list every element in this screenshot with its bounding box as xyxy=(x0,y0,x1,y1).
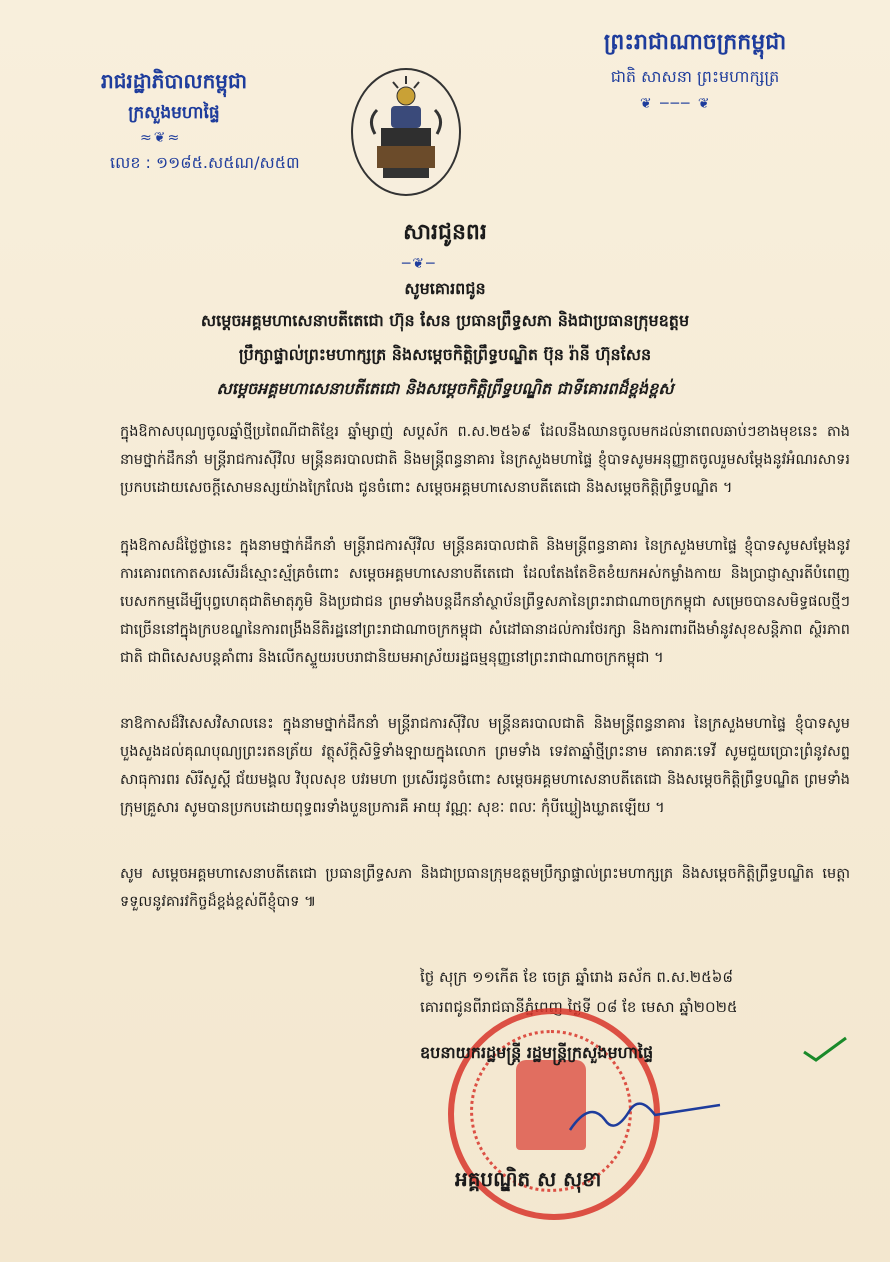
royal-emblem-icon xyxy=(351,68,461,196)
signature-icon xyxy=(560,1090,730,1144)
body-paragraph-2: ក្នុងឱកាសដ៏ថ្លៃថ្លានេះ ក្នុងនាមថ្នាក់ដឹកនាំ មន្ត្រីរាជការស៊ីវិល មន្ត្រីនគរបាលជាតិ និងមន្ត្រីពន្ធនាគារ នៃក្រសួងមហាផ្ទៃ ខ្ញុំបាទសូមសម្តែងនូវការគោរពកោតសរសើរដ៏ស្មោះស្ម័គ្រចំពោះ សម្តេចអគ្គមហាសេនាបតីតេជោ ដែលតែងតែខិតខំយកអស់កម្លាំងកាយ និងប្រាជ្ញាស្មារតីបំពេញបេសកកម្មដើម្បីបុព្វហេតុជាតិមាតុភូមិ និងប្រជាជន ព្រមទាំងបន្តដឹកនាំស្ថាប័នព្រឹទ្ធសភានៃព្រះរាជាណាចក្រកម្ពុជា សម្រេចបានសមិទ្ធផលថ្មីៗជាច្រើននៅក្នុងក្របខណ្ឌនៃការពង្រឹងនីតិរដ្ឋនៅព្រះរាជាណាចក្រកម្ពុជា សំដៅធានាដល់ការថែរក្សា និងការពារពីងមាំនូវសុខសន្តិភាព ស្ថិរភាព ជាតិ ជាពិសេសបន្តគាំពារ និងលើកស្ទួយរបបរាជានិយមអាស្រ័យរដ្ឋធម្មនុញ្ញនៅព្រះរាជាណាចក្រកម្ពុជា ។ xyxy=(120,538,850,666)
body-paragraph-4: សូម សម្តេចអគ្គមហាសេនាបតីតេជោ ប្រធានព្រឹទ្ធសភា និងជាប្រធានក្រុមឧត្តមប្រឹក្សាផ្ទាល់ព្រះមហាក្សត្រ និងសម្តេចកិត្តិព្រឹទ្ធបណ្ឌិត មេត្តាទទួលនូវគារវកិច្ចដ៏ខ្ពង់ខ្ពស់ពីខ្ញុំបាទ ៕ xyxy=(120,866,850,910)
signer-position: ឧបនាយករដ្ឋមន្ត្រី រដ្ឋមន្ត្រីក្រសួងមហាផ្ទៃ xyxy=(420,1043,654,1062)
flourish-ornament-icon: ─❦─ xyxy=(402,256,437,272)
recipient-line-3: សម្តេចអគ្គមហាសេនាបតីតេជោ និងសម្តេចកិត្តិព្រឹទ្ធបណ្ឌិត ជាទីគោរពដ៏ខ្ពង់ខ្ពស់ xyxy=(216,379,674,398)
flourish-ornament-icon: ❦ ─── ❦ xyxy=(640,96,712,112)
lunar-date: ថ្ងៃ សុក្រ ១១កើត ខែ ចេត្រ ឆ្នាំរោង ឆស័ក ព.ស.២៥៦៨ xyxy=(420,968,733,986)
government-name: រាជរដ្ឋាភិបាលកម្ពុជា xyxy=(101,69,247,93)
body-paragraph-1: ក្នុងឱកាសបុណ្យចូលឆ្នាំថ្មីប្រពៃណីជាតិខ្មែរ ឆ្នាំម្សាញ់ សប្តស័ក ព.ស.២៥៦៩ ដែលនឹងឈានចូលមកដល់នាពេលឆាប់ៗខាងមុខនេះ តាងនាមថ្នាក់ដឹកនាំ មន្ត្រីរាជការស៊ីវិល មន្ត្រីនគរបាលជាតិ និងមន្ត្រីពន្ធនាគារ នៃក្រសួងមហាផ្ទៃ ខ្ញុំបាទសូមអនុញ្ញាតចូលរួមសម្តែងនូវអំណរសាទរប្រកបដោយសេចក្តីសោមនស្សយ៉ាងក្រៃលែង ជូនចំពោះ សម្តេចអគ្គមហាសេនាបតីតេជោ និងសម្តេចកិត្តិព្រឹទ្ធបណ្ឌិត ។ xyxy=(120,424,850,496)
signer-name: អគ្គបណ្ឌិត ស សុខា xyxy=(455,1167,602,1191)
body-paragraph-3: នាឱកាសដ៏វិសេសវិសាលនេះ ក្នុងនាមថ្នាក់ដឹកនាំ មន្ត្រីរាជការស៊ីវិល មន្ត្រីនគរបាលជាតិ និងមន្ត្រីពន្ធនាគារ នៃក្រសួងមហាផ្ទៃ ខ្ញុំបាទសូមបួងសួងដល់គុណបុណ្យព្រះរតនត្រ័យ វត្ថុស័ក្តិសិទ្ធិទាំងឡាយក្នុងលោក ព្រមទាំង ទេវតាឆ្នាំថ្មីព្រះនាម គោរាគៈទេវី សូមជួយប្រោះព្រំនូវសព្ទសាធុការពរ សិរីសួស្តី ជ័យមង្គល វិបុលសុខ បវរមហា ប្រសើរជូនចំពោះ សម្តេចអគ្គមហាសេនាបតីតេជោ និងសម្តេចកិត្តិព្រឹទ្ធបណ្ឌិត ព្រមទាំងក្រុមគ្រួសារ សូមបានប្រកបដោយពុទ្ធពរទាំងបួនប្រការគឺ អាយុ វណ្ណៈ សុខៈ ពលៈ កុំបីឃ្លៀងឃ្លាតឡើយ ។ xyxy=(120,716,850,816)
national-motto: ជាតិ សាសនា ព្រះមហាក្សត្រ xyxy=(610,67,780,86)
letter-title: សារជូនពរ xyxy=(403,220,487,245)
kingdom-title: ព្រះរាជាណាចក្រកម្ពុជា xyxy=(603,30,787,55)
flourish-ornament-icon: ≈❦≈ xyxy=(140,130,182,146)
ministry-name: ក្រសួងមហាផ្ទៃ xyxy=(128,103,220,123)
checkmark-icon xyxy=(800,1034,850,1068)
reference-number: លេខ : ១១៨៥.ស៥ណ/ស៥៣ xyxy=(110,153,300,172)
recipient-line-2: ប្រឹក្សាផ្ទាល់ព្រះមហាក្សត្រ និងសម្តេចកិត្តិព្រឹទ្ធបណ្ឌិត ប៊ុន រ៉ានី ហ៊ុនសែន xyxy=(238,345,652,364)
solar-date: គោរពជូនពីរាជធានីភ្នំពេញ ថ្ងៃទី ០៨ ខែ មេសា ឆ្នាំ២០២៥ xyxy=(420,998,738,1016)
salutation: សូមគោរពជូន xyxy=(404,279,486,298)
recipient-line-1: សម្តេចអគ្គមហាសេនាបតីតេជោ ហ៊ុន សែន ប្រធានព្រឹទ្ធសភា និងជាប្រធានក្រុមឧត្តម xyxy=(200,311,690,330)
